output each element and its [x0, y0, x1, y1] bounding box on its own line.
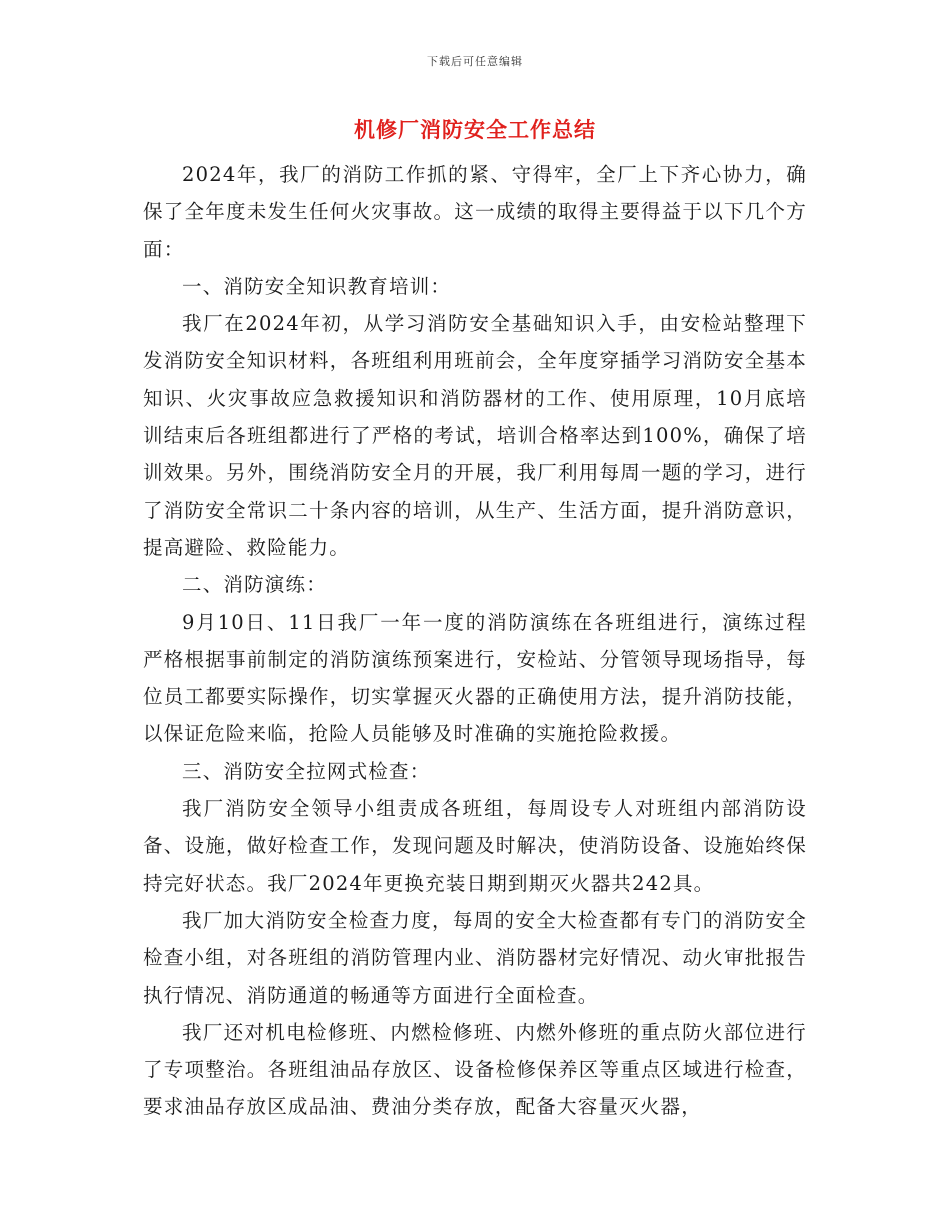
- header-note: 下载后可任意编辑: [427, 55, 523, 68]
- paragraph-inspection: 我厂消防安全领导小组责成各班组，每周设专人对班组内部消防设备、设施，做好检查工作，发现问题及时解决，使消防设备、设施始终保持完好状态。我厂2024年更换充装日期到期灭火器共242具。: [143, 797, 807, 895]
- paragraph-training: 我厂在2024年初，从学习消防安全基础知识入手，由安检站整理下发消防安全知识材料，各班组利用班前会，全年度穿插学习消防安全基本知识、火灾事故应急救援知识和消防器材的工作、使用原理，10月底培训结束后各班组都进行了严格的考试，培训合格率达到100%，确保了培训效果。另外，围绕消防安全月的开展，我厂利用每周一题的学习，进行了消防安全常识二十条内容的培训，从生产、生活方面，提升消防意识，提高避险、救险能力。: [143, 312, 807, 559]
- section-heading-3: 三、消防安全拉网式检查：: [182, 759, 431, 783]
- paragraph-inspection-strength: 我厂加大消防安全检查力度，每周的安全大检查都有专门的消防安全检查小组，对各班组的消防管理内业、消防器材完好情况、动火审批报告执行情况、消防通道的畅通等方面进行全面检查。: [143, 908, 807, 1007]
- section-heading-2: 二、消防演练：: [182, 573, 327, 597]
- paragraph-special-rectification: 我厂还对机电检修班、内燃检修班、内燃外修班的重点防火部位进行了专项整治。各班组油品存放区、设备检修保养区等重点区域进行检查，要求油品存放区成品油、费油分类存放，配备大容量灭火器，: [143, 1020, 807, 1119]
- document-body: [143, 156, 807, 1126]
- paragraph-drill: 9月10日、11日我厂一年一度的消防演练在各班组进行，演练过程严格根据事前制定的消防演练预案进行，安检站、分管领导现场指导，每位员工都要实际操作，切实掌握灭火器的正确使用方法，提升消防技能，以保证危险来临，抢险人员能够及时准确的实施抢险救援。: [143, 610, 807, 746]
- section-heading-1: 一、消防安全知识教育培训：: [182, 274, 452, 298]
- document-title: 机修厂消防安全工作总结: [354, 118, 596, 142]
- paragraph-intro: 2024年，我厂的消防工作抓的紧、守得牢，全厂上下齐心协力，确保了全年度未发生任何火灾事故。这一成绩的取得主要得益于以下几个方面：: [143, 163, 807, 261]
